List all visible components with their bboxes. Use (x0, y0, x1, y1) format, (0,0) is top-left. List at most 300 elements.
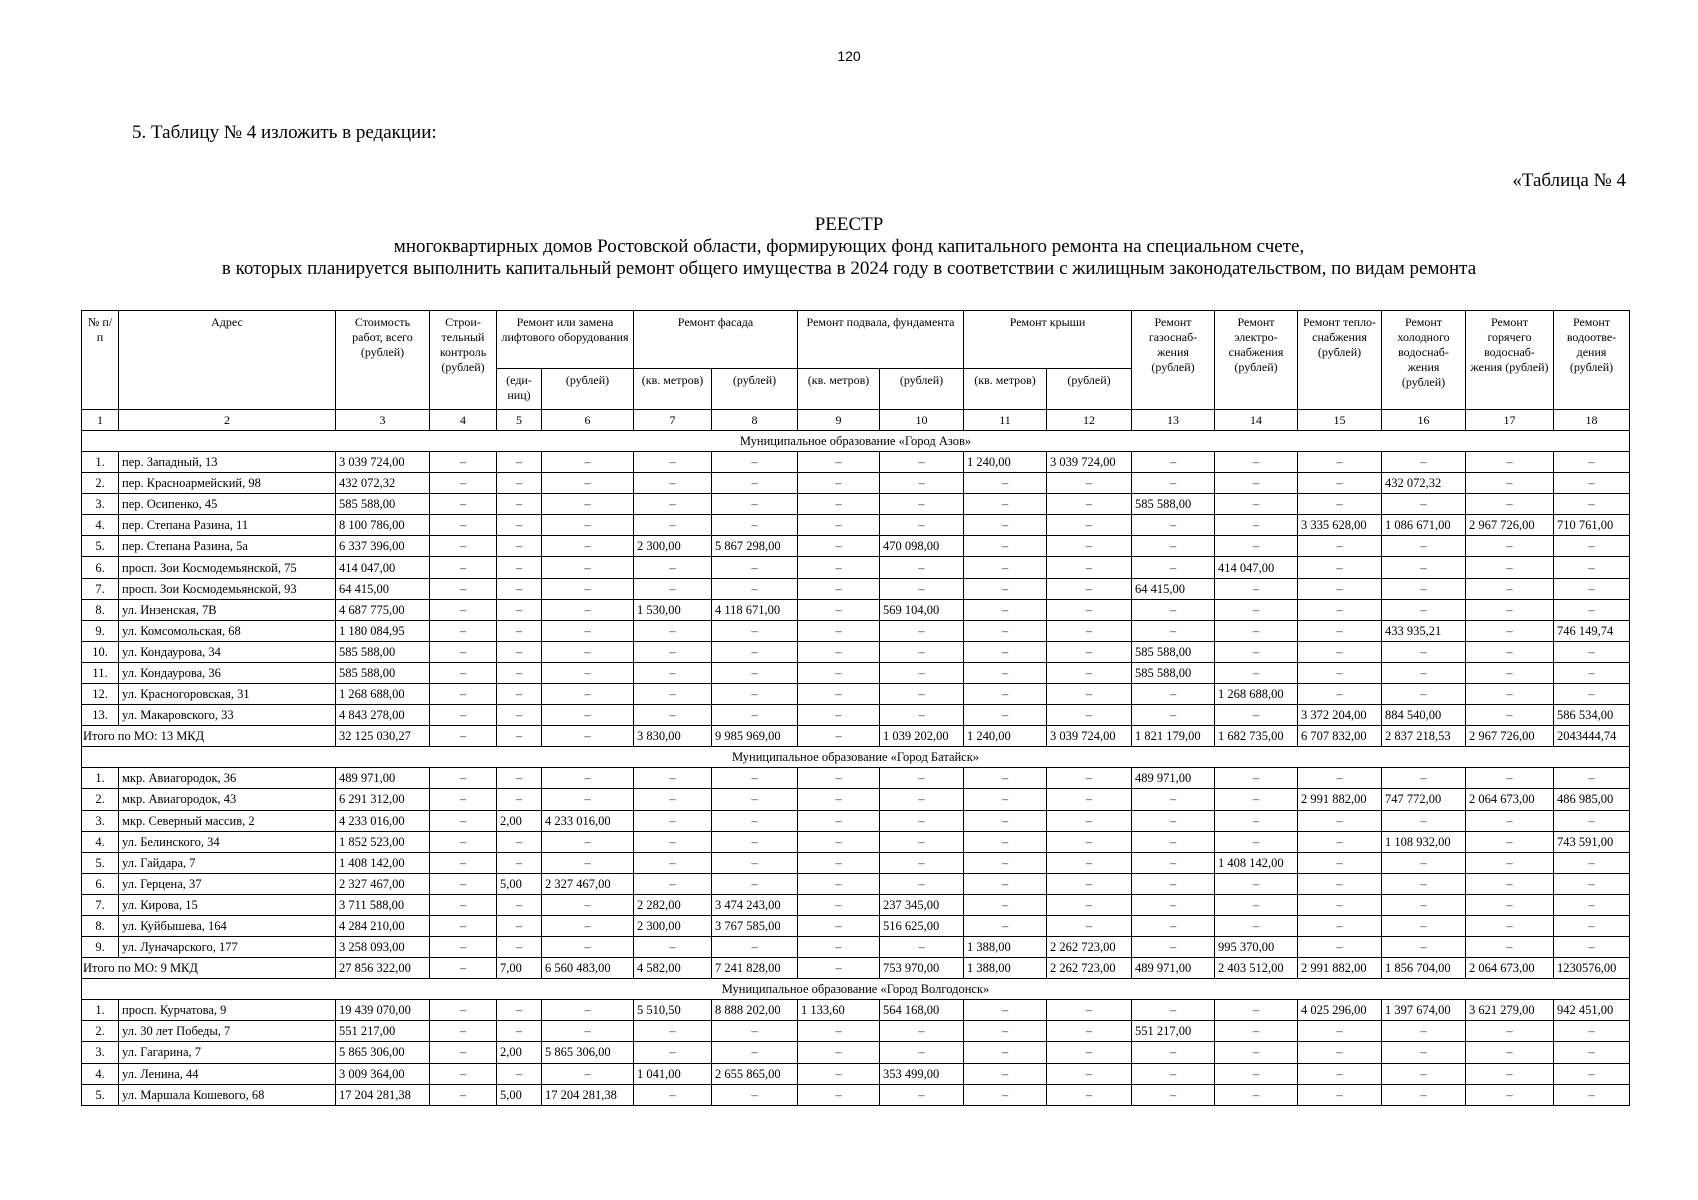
value-cell: – (1382, 1042, 1466, 1063)
value-cell: – (712, 768, 798, 789)
value-cell: – (798, 452, 880, 473)
value-cell: – (1132, 452, 1215, 473)
table-row (82, 810, 1630, 831)
value-cell: – (964, 768, 1047, 789)
table-row (82, 599, 1630, 620)
value-cell: – (798, 894, 880, 915)
value-cell: – (964, 578, 1047, 599)
value-cell: – (880, 873, 964, 894)
value-cell: – (964, 662, 1047, 683)
value-cell: – (1047, 873, 1132, 894)
value-cell: – (712, 873, 798, 894)
address-cell: просп. Курчатова, 9 (119, 1000, 336, 1021)
value-cell: – (1047, 852, 1132, 873)
total-value-cell: 1 821 179,00 (1132, 726, 1215, 747)
value-cell: – (542, 536, 634, 557)
value-cell: – (964, 810, 1047, 831)
value-cell: – (634, 937, 712, 958)
value-cell: – (634, 662, 712, 683)
value-cell: – (430, 810, 497, 831)
section-name: Муниципальное образование «Город Азов» (82, 431, 1630, 452)
value-cell: – (1298, 1063, 1382, 1084)
value-cell: – (497, 705, 542, 726)
value-cell: – (1215, 1000, 1298, 1021)
value-cell: – (1382, 684, 1466, 705)
value-cell: – (880, 452, 964, 473)
value-cell: – (1554, 578, 1630, 599)
value-cell: – (798, 852, 880, 873)
total-value-cell: 3 039 724,00 (1047, 726, 1132, 747)
value-cell: 2 262 723,00 (1047, 937, 1132, 958)
value-cell: – (880, 937, 964, 958)
value-cell: – (1132, 1042, 1215, 1063)
total-value-cell: 6 560 483,00 (542, 958, 634, 979)
value-cell: – (1215, 536, 1298, 557)
value-cell: – (1554, 915, 1630, 936)
value-cell: 3 009 364,00 (336, 1063, 430, 1084)
section-header-row (82, 431, 1630, 452)
value-cell: – (964, 789, 1047, 810)
value-cell: – (430, 1042, 497, 1063)
value-cell: 4 233 016,00 (542, 810, 634, 831)
total-value-cell: 1 240,00 (964, 726, 1047, 747)
value-cell: – (880, 641, 964, 662)
value-cell: 551 217,00 (1132, 1021, 1215, 1042)
value-cell: – (964, 1084, 1047, 1105)
value-cell: – (1132, 705, 1215, 726)
value-cell: – (430, 768, 497, 789)
value-cell: – (964, 1042, 1047, 1063)
value-cell: – (1298, 1021, 1382, 1042)
column-number-cell: 8 (712, 410, 798, 431)
address-cell: мкр. Северный массив, 2 (119, 810, 336, 831)
value-cell: – (1554, 684, 1630, 705)
value-cell: – (542, 620, 634, 641)
instruction-text: 5. Таблицу № 4 изложить в редакции: (132, 122, 437, 143)
value-cell: – (1554, 894, 1630, 915)
value-cell: – (1382, 768, 1466, 789)
value-cell: – (497, 684, 542, 705)
value-cell: – (634, 620, 712, 641)
value-cell: – (1132, 1000, 1215, 1021)
value-cell: – (430, 873, 497, 894)
total-value-cell: 1 388,00 (964, 958, 1047, 979)
value-cell: – (497, 452, 542, 473)
value-cell: – (1047, 515, 1132, 536)
row-number-cell: 6. (82, 557, 119, 578)
value-cell: – (542, 937, 634, 958)
value-cell: – (712, 852, 798, 873)
value-cell: – (542, 599, 634, 620)
header-address: Адрес (119, 311, 336, 410)
value-cell: – (1382, 810, 1466, 831)
value-cell: – (712, 557, 798, 578)
row-number-cell: 7. (82, 578, 119, 599)
address-cell: ул. Герцена, 37 (119, 873, 336, 894)
value-cell: 1 268 688,00 (336, 684, 430, 705)
table-row (82, 1042, 1630, 1063)
value-cell: 585 588,00 (336, 662, 430, 683)
row-number-cell: 2. (82, 1021, 119, 1042)
column-number-cell: 11 (964, 410, 1047, 431)
table-row (82, 473, 1630, 494)
address-cell: ул. Кондаурова, 36 (119, 662, 336, 683)
table-row (82, 557, 1630, 578)
total-value-cell: 2 064 673,00 (1466, 958, 1554, 979)
value-cell: – (542, 473, 634, 494)
value-cell: – (1132, 684, 1215, 705)
value-cell: – (542, 557, 634, 578)
value-cell: – (1298, 852, 1382, 873)
table-row (82, 620, 1630, 641)
value-cell: – (1554, 937, 1630, 958)
value-cell: 3 767 585,00 (712, 915, 798, 936)
value-cell: 2 967 726,00 (1466, 515, 1554, 536)
value-cell: – (1298, 641, 1382, 662)
address-cell: ул. Инзенская, 7В (119, 599, 336, 620)
value-cell: 585 588,00 (1132, 494, 1215, 515)
value-cell: 2 282,00 (634, 894, 712, 915)
address-cell: мкр. Авиагородок, 36 (119, 768, 336, 789)
value-cell: 5,00 (497, 873, 542, 894)
row-number-cell: 13. (82, 705, 119, 726)
value-cell: – (1298, 452, 1382, 473)
table-row (82, 641, 1630, 662)
header-elevator: Ремонт или замена лифтового оборудования (497, 311, 634, 369)
value-cell: – (634, 515, 712, 536)
value-cell: – (634, 810, 712, 831)
row-number-cell: 1. (82, 1000, 119, 1021)
value-cell: – (497, 831, 542, 852)
value-cell: – (880, 1021, 964, 1042)
row-number-cell: 5. (82, 852, 119, 873)
total-value-cell: 1 856 704,00 (1382, 958, 1466, 979)
value-cell: – (542, 705, 634, 726)
value-cell: 4 233 016,00 (336, 810, 430, 831)
total-value-cell: 6 707 832,00 (1298, 726, 1382, 747)
value-cell: – (497, 536, 542, 557)
table-row (82, 1000, 1630, 1021)
value-cell: 17 204 281,38 (542, 1084, 634, 1105)
header-construction-control: Строи-тельный контроль (рублей) (430, 311, 497, 410)
value-cell: 432 072,32 (1382, 473, 1466, 494)
value-cell: – (1554, 1063, 1630, 1084)
column-number-cell: 18 (1554, 410, 1630, 431)
value-cell: – (880, 578, 964, 599)
value-cell: – (1382, 557, 1466, 578)
value-cell: 414 047,00 (336, 557, 430, 578)
value-cell: – (1466, 810, 1554, 831)
column-number-cell: 9 (798, 410, 880, 431)
column-number-cell: 17 (1466, 410, 1554, 431)
value-cell: – (1382, 494, 1466, 515)
value-cell: – (430, 1084, 497, 1105)
total-value-cell: 2 967 726,00 (1466, 726, 1554, 747)
address-cell: ул. Ленина, 44 (119, 1063, 336, 1084)
value-cell: 8 888 202,00 (712, 1000, 798, 1021)
value-cell: – (712, 810, 798, 831)
value-cell: 586 534,00 (1554, 705, 1630, 726)
value-cell: – (634, 557, 712, 578)
row-number-cell: 3. (82, 494, 119, 515)
value-cell: – (1466, 831, 1554, 852)
value-cell: 2 300,00 (634, 536, 712, 557)
header-electric: Ремонт электро-снабжения (рублей) (1215, 311, 1298, 410)
value-cell: 64 415,00 (1132, 578, 1215, 599)
total-value-cell: 2 837 218,53 (1382, 726, 1466, 747)
value-cell: – (1215, 494, 1298, 515)
value-cell: – (880, 515, 964, 536)
value-cell: – (1132, 536, 1215, 557)
value-cell: – (1047, 578, 1132, 599)
total-value-cell: 1 682 735,00 (1215, 726, 1298, 747)
value-cell: – (542, 789, 634, 810)
value-cell: – (1132, 915, 1215, 936)
value-cell: – (1466, 620, 1554, 641)
column-number-cell: 14 (1215, 410, 1298, 431)
address-cell: пер. Красноармейский, 98 (119, 473, 336, 494)
value-cell: – (634, 852, 712, 873)
value-cell: – (964, 873, 1047, 894)
row-number-cell: 4. (82, 831, 119, 852)
value-cell: 569 104,00 (880, 599, 964, 620)
value-cell: – (542, 515, 634, 536)
value-cell: – (1215, 894, 1298, 915)
value-cell: – (430, 1063, 497, 1084)
value-cell: – (798, 599, 880, 620)
value-cell: – (1215, 578, 1298, 599)
value-cell: – (430, 557, 497, 578)
value-cell: 5,00 (497, 1084, 542, 1105)
value-cell: – (497, 557, 542, 578)
table-row (82, 494, 1630, 515)
value-cell: – (798, 831, 880, 852)
value-cell: – (497, 599, 542, 620)
value-cell: – (542, 684, 634, 705)
page-number: 120 (837, 48, 861, 64)
row-number-cell: 6. (82, 873, 119, 894)
value-cell: – (1298, 557, 1382, 578)
value-cell: – (880, 662, 964, 683)
table-row (82, 705, 1630, 726)
value-cell: – (1466, 937, 1554, 958)
value-cell: – (964, 620, 1047, 641)
header-sewage: Ремонт водоотве-дения (рублей) (1554, 311, 1630, 410)
registry-title-line2: многоквартирных домов Ростовской области, формирующих фонд капитального ремонта на специальном счете, (393, 236, 1305, 257)
table-row (82, 768, 1630, 789)
total-value-cell: 489 971,00 (1132, 958, 1215, 979)
value-cell: – (1132, 873, 1215, 894)
address-cell: ул. Красногоровская, 31 (119, 684, 336, 705)
header-roof-rub: (рублей) (1047, 369, 1132, 410)
row-number-cell: 3. (82, 810, 119, 831)
value-cell: – (1554, 641, 1630, 662)
value-cell: – (430, 831, 497, 852)
value-cell: – (430, 684, 497, 705)
value-cell: 1 408 142,00 (336, 852, 430, 873)
value-cell: 470 098,00 (880, 536, 964, 557)
row-number-cell: 3. (82, 1042, 119, 1063)
value-cell: – (1382, 894, 1466, 915)
value-cell: – (1215, 1084, 1298, 1105)
value-cell: – (1466, 557, 1554, 578)
column-number-cell: 5 (497, 410, 542, 431)
value-cell: 4 025 296,00 (1298, 1000, 1382, 1021)
value-cell: 564 168,00 (880, 1000, 964, 1021)
value-cell: – (880, 852, 964, 873)
total-row (82, 958, 1630, 979)
value-cell: 433 935,21 (1382, 620, 1466, 641)
value-cell: 995 370,00 (1215, 937, 1298, 958)
value-cell: – (798, 641, 880, 662)
value-cell: – (430, 915, 497, 936)
total-value-cell: – (430, 726, 497, 747)
registry-title-line3: в которых планируется выполнить капитальный ремонт общего имущества в 2024 году в соответствии с жилищным законодательством, по видам ремонта (221, 258, 1477, 279)
value-cell: – (1298, 937, 1382, 958)
value-cell: – (880, 705, 964, 726)
value-cell: – (1554, 1084, 1630, 1105)
value-cell: 1 408 142,00 (1215, 852, 1298, 873)
row-number-cell: 1. (82, 768, 119, 789)
column-number-cell: 15 (1298, 410, 1382, 431)
column-number-cell: 10 (880, 410, 964, 431)
value-cell: – (1132, 599, 1215, 620)
value-cell: – (1554, 452, 1630, 473)
value-cell: – (497, 578, 542, 599)
value-cell: – (1047, 768, 1132, 789)
table-row (82, 852, 1630, 873)
value-cell: 2 064 673,00 (1466, 789, 1554, 810)
value-cell: – (880, 620, 964, 641)
value-cell: – (1132, 473, 1215, 494)
value-cell: – (798, 789, 880, 810)
value-cell: – (880, 831, 964, 852)
value-cell: – (798, 536, 880, 557)
address-cell: ул. Кондаурова, 34 (119, 641, 336, 662)
value-cell: – (497, 894, 542, 915)
value-cell: – (798, 494, 880, 515)
value-cell: – (1554, 536, 1630, 557)
value-cell: – (1215, 515, 1298, 536)
value-cell: – (1466, 1021, 1554, 1042)
total-value-cell: 2043444,74 (1554, 726, 1630, 747)
value-cell: 5 510,50 (634, 1000, 712, 1021)
row-number-cell: 1. (82, 452, 119, 473)
address-cell: ул. Белинского, 34 (119, 831, 336, 852)
value-cell: – (430, 789, 497, 810)
value-cell: – (1215, 768, 1298, 789)
value-cell: – (798, 810, 880, 831)
value-cell: – (430, 705, 497, 726)
row-number-cell: 2. (82, 473, 119, 494)
value-cell: – (880, 1084, 964, 1105)
value-cell: 3 039 724,00 (336, 452, 430, 473)
value-cell: – (798, 1084, 880, 1105)
value-cell: 3 372 204,00 (1298, 705, 1382, 726)
value-cell: – (430, 536, 497, 557)
table-row (82, 915, 1630, 936)
value-cell: – (634, 705, 712, 726)
value-cell: – (1047, 705, 1132, 726)
total-value-cell: 7 241 828,00 (712, 958, 798, 979)
total-value-cell: – (798, 726, 880, 747)
value-cell: – (798, 620, 880, 641)
value-cell: – (497, 473, 542, 494)
value-cell: – (1047, 641, 1132, 662)
value-cell: – (1466, 494, 1554, 515)
value-cell: – (634, 768, 712, 789)
value-cell: – (1132, 1063, 1215, 1084)
value-cell: – (964, 641, 1047, 662)
value-cell: – (1554, 1021, 1630, 1042)
value-cell: – (712, 684, 798, 705)
total-value-cell: 7,00 (497, 958, 542, 979)
value-cell: 2 991 882,00 (1298, 789, 1382, 810)
value-cell: – (1047, 473, 1132, 494)
value-cell: 3 474 243,00 (712, 894, 798, 915)
value-cell: – (798, 1042, 880, 1063)
value-cell: – (497, 852, 542, 873)
header-cost: Стоимость работ, всего (рублей) (336, 311, 430, 410)
value-cell: 710 761,00 (1554, 515, 1630, 536)
value-cell: 3 039 724,00 (1047, 452, 1132, 473)
value-cell: – (1298, 684, 1382, 705)
total-label: Итого по МО: 13 МКД (82, 726, 336, 747)
value-cell: – (430, 662, 497, 683)
value-cell: – (964, 705, 1047, 726)
value-cell: – (430, 473, 497, 494)
value-cell: – (798, 473, 880, 494)
address-cell: просп. Зои Космодемьянской, 75 (119, 557, 336, 578)
row-number-cell: 9. (82, 937, 119, 958)
total-value-cell: 32 125 030,27 (336, 726, 430, 747)
value-cell: 585 588,00 (1132, 662, 1215, 683)
value-cell: – (880, 810, 964, 831)
row-number-cell: 4. (82, 515, 119, 536)
total-value-cell: 3 830,00 (634, 726, 712, 747)
value-cell: 1 180 084,95 (336, 620, 430, 641)
column-numbers-row (82, 410, 1630, 431)
value-cell: – (964, 894, 1047, 915)
table-row (82, 937, 1630, 958)
column-number-cell: 1 (82, 410, 119, 431)
value-cell: – (1215, 662, 1298, 683)
value-cell: – (798, 937, 880, 958)
value-cell: – (1382, 873, 1466, 894)
total-value-cell: 4 582,00 (634, 958, 712, 979)
value-cell: – (1298, 831, 1382, 852)
table-row (82, 1021, 1630, 1042)
table-caption: «Таблица № 4 (1512, 170, 1626, 191)
value-cell: – (1215, 873, 1298, 894)
total-label: Итого по МО: 9 МКД (82, 958, 336, 979)
value-cell: – (542, 768, 634, 789)
value-cell: – (1047, 599, 1132, 620)
value-cell: – (497, 662, 542, 683)
value-cell: 743 591,00 (1554, 831, 1630, 852)
value-cell: – (1382, 578, 1466, 599)
section-header-row (82, 979, 1630, 1000)
value-cell: – (1382, 937, 1466, 958)
value-cell: – (634, 684, 712, 705)
value-cell: – (1132, 620, 1215, 641)
registry-title-line1: РЕЕСТР (814, 214, 884, 235)
value-cell: – (1298, 1042, 1382, 1063)
value-cell: 5 865 306,00 (336, 1042, 430, 1063)
table-row (82, 515, 1630, 536)
value-cell: 432 072,32 (336, 473, 430, 494)
value-cell: – (798, 768, 880, 789)
